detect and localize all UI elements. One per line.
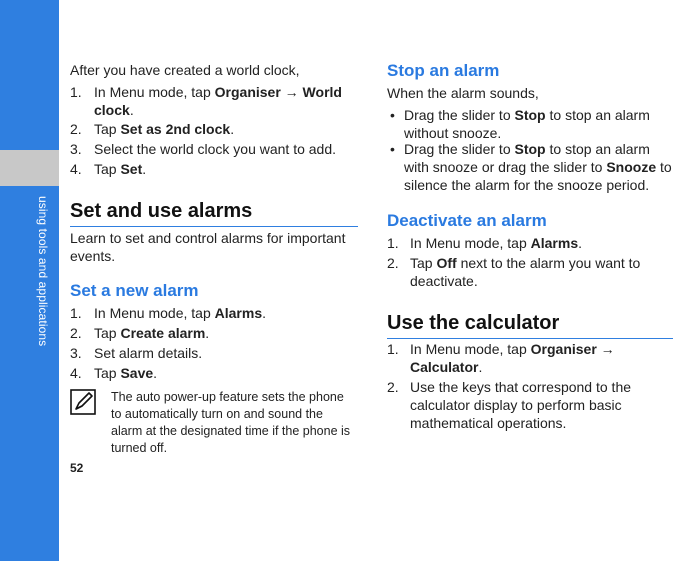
new-alarm-heading: Set a new alarm — [70, 281, 199, 300]
sidebar — [0, 0, 59, 561]
calculator-heading: Use the calculator — [387, 312, 673, 339]
world-clock-intro: After you have created a world clock, — [70, 62, 300, 78]
sidebar-highlight-band — [0, 150, 59, 186]
section-label: using tools and applications — [36, 196, 50, 347]
deactivate-alarm-heading: Deactivate an alarm — [387, 211, 547, 230]
note-box — [70, 389, 358, 459]
stop-alarm-heading: Stop an alarm — [387, 61, 500, 80]
alarms-intro: Learn to set and control alarms for important events. — [70, 230, 346, 264]
world-clock-step-1: 1. In Menu mode, tap Organiser → World clock. — [70, 84, 342, 118]
note-pencil-icon — [70, 389, 96, 415]
note-text: The auto power-up feature sets the phone to automatically turn on and sound the alarm at the designated time if the phone is turned off. — [111, 390, 351, 455]
stop-alarm-intro: When the alarm sounds, — [387, 85, 539, 101]
alarms-heading: Set and use alarms — [70, 200, 358, 227]
page-number: 52 — [70, 461, 84, 475]
